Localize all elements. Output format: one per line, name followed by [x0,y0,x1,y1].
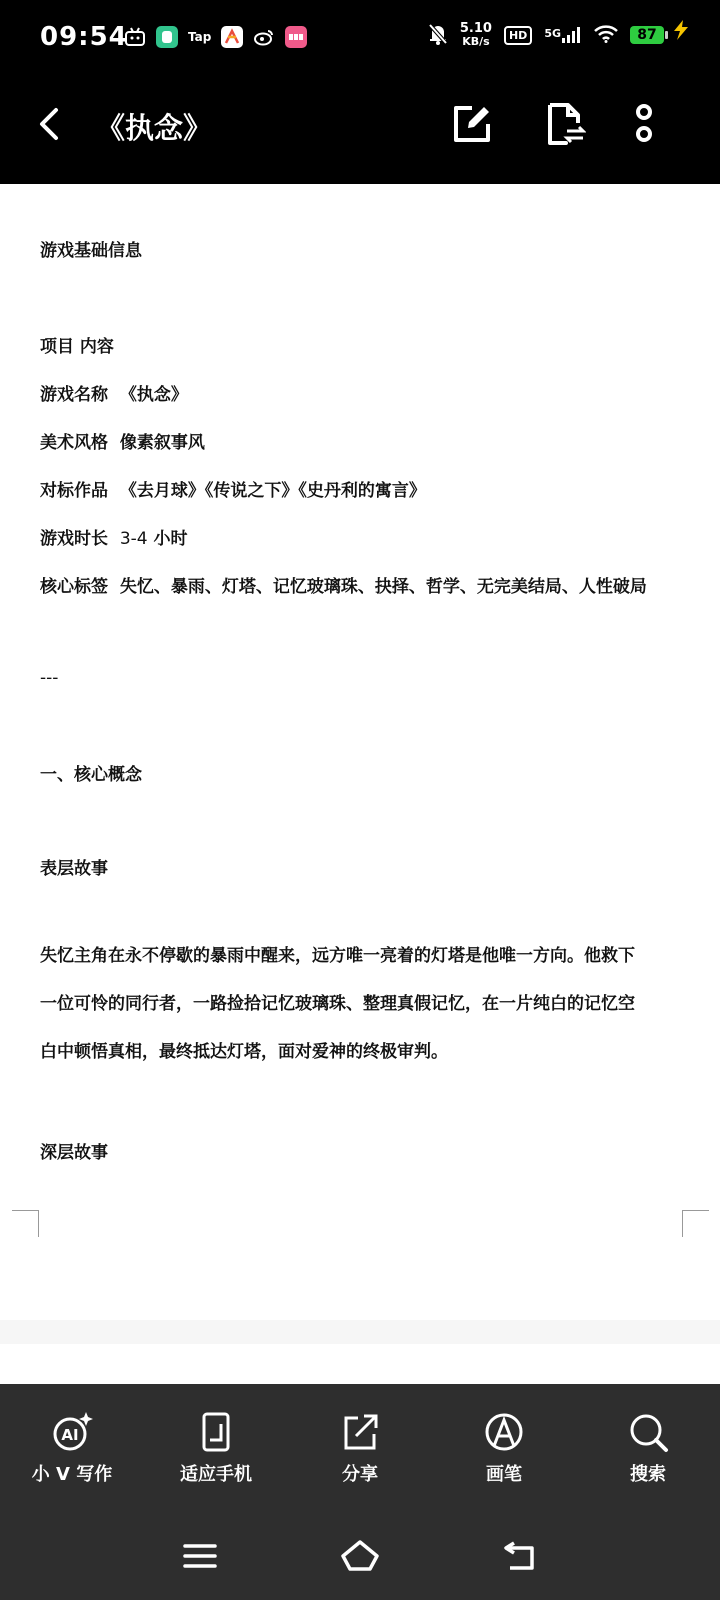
tool-label: 画笔 [486,1464,522,1485]
net-speed [460,22,492,48]
tool-label: 小 V 写作 [31,1464,113,1485]
subheading: 深层故事 [40,1143,108,1163]
tap-icon: Tap [188,30,212,44]
table-header: 项目 内容 [40,337,114,357]
info-row [40,524,188,549]
share-button[interactable] [300,1410,420,1486]
row-key: 游戏时长 [40,529,108,549]
svg-text:AI: AI [61,1426,79,1444]
row-value-unit: 小时 [153,529,188,549]
search-button[interactable] [588,1410,708,1486]
section-title: 游戏基础信息 [40,241,142,261]
surface-story-paragraph [40,932,685,1076]
signal-5g [544,27,582,43]
row-key: 核心标签 [40,577,108,597]
app-green-icon [156,26,178,48]
ai-sparkle-icon [50,1410,94,1454]
tool-label: 适应手机 [180,1464,252,1485]
pen-icon [482,1410,526,1454]
tool-label: 搜索 [630,1464,666,1485]
net-speed-value: 5.10 [459,21,492,36]
row-key: 对标作品 [40,481,108,501]
subheading: 表层故事 [40,859,108,879]
app-yellow-icon [221,26,243,48]
more-vertical-icon [632,102,656,146]
signal-bars-icon [562,27,582,43]
charging-icon [672,20,690,46]
battery-indicator: 87 [630,26,664,44]
paragraph-line: 失忆主角在永不停歇的暴雨中醒来，远方唯一亮着的灯塔是他唯一方向。他救下 [40,946,635,966]
row-value: 失忆、暴雨、灯塔、记忆玻璃珠、抉择、哲学、无完美结局、人性破局 [119,577,647,597]
info-row [40,476,426,501]
edit-icon [450,102,494,146]
home-button[interactable] [338,1536,382,1576]
status-time: 09:54 [40,22,128,52]
row-value: 《执念》 [119,385,188,405]
chevron-left-icon [30,104,70,144]
weibo-icon [253,26,275,48]
mute-icon [428,23,448,48]
document-page[interactable] [0,184,720,1320]
recents-button[interactable] [178,1536,222,1576]
info-row [40,380,188,405]
document-title: 《执念》 [96,111,213,145]
row-value-number: 3-4 [119,529,148,549]
ai-writing-button[interactable] [12,1410,132,1486]
return-icon [502,1540,538,1572]
edit-button[interactable] [446,98,498,150]
back-nav-button[interactable] [498,1536,542,1576]
status-app-icons [124,26,307,48]
network-type: 5G [544,27,561,40]
chapter-heading: 一、核心概念 [40,765,142,785]
fit-phone-button[interactable] [156,1410,276,1486]
bottom-toolbar [0,1384,720,1514]
app-pink-icon [285,26,307,48]
tool-label: 分享 [342,1464,378,1485]
share-icon [338,1410,382,1454]
paragraph-line: 白中顿悟真相，最终抵达灯塔，面对爱神的终极审判。 [40,1042,448,1062]
home-icon [340,1539,380,1573]
next-page[interactable] [0,1344,720,1384]
row-value: 《去月球》《传说之下》《史丹利的寓言》 [119,481,426,501]
app-header [0,76,720,184]
row-key: 游戏名称 [40,385,108,405]
bilibili-icon [124,26,146,48]
menu-icon [183,1542,217,1570]
status-bar [0,0,720,76]
search-icon [626,1410,670,1454]
row-key: 美术风格 [40,433,108,453]
back-button[interactable] [30,104,70,144]
row-value: 像素叙事风 [119,433,205,453]
hd-badge: HD [504,26,532,45]
info-row [40,572,647,597]
page-margin-corner-left [12,1210,39,1237]
page-separator [0,1320,720,1344]
phone-fit-icon [194,1410,238,1454]
pen-button[interactable] [444,1410,564,1486]
status-indicators [428,22,664,48]
convert-file-button[interactable] [538,98,590,150]
wifi-icon [594,25,618,46]
page-margin-corner-right [682,1210,709,1237]
info-row [40,428,205,453]
system-nav-bar [0,1514,720,1600]
paragraph-line: 一位可怜的同行者，一路捡拾记忆玻璃珠、整理真假记忆，在一片纯白的记忆空 [40,994,635,1014]
net-speed-unit: KB/s [462,35,490,48]
divider-text: --- [40,668,59,688]
file-convert-icon [542,101,586,147]
more-options-button[interactable] [618,98,670,150]
